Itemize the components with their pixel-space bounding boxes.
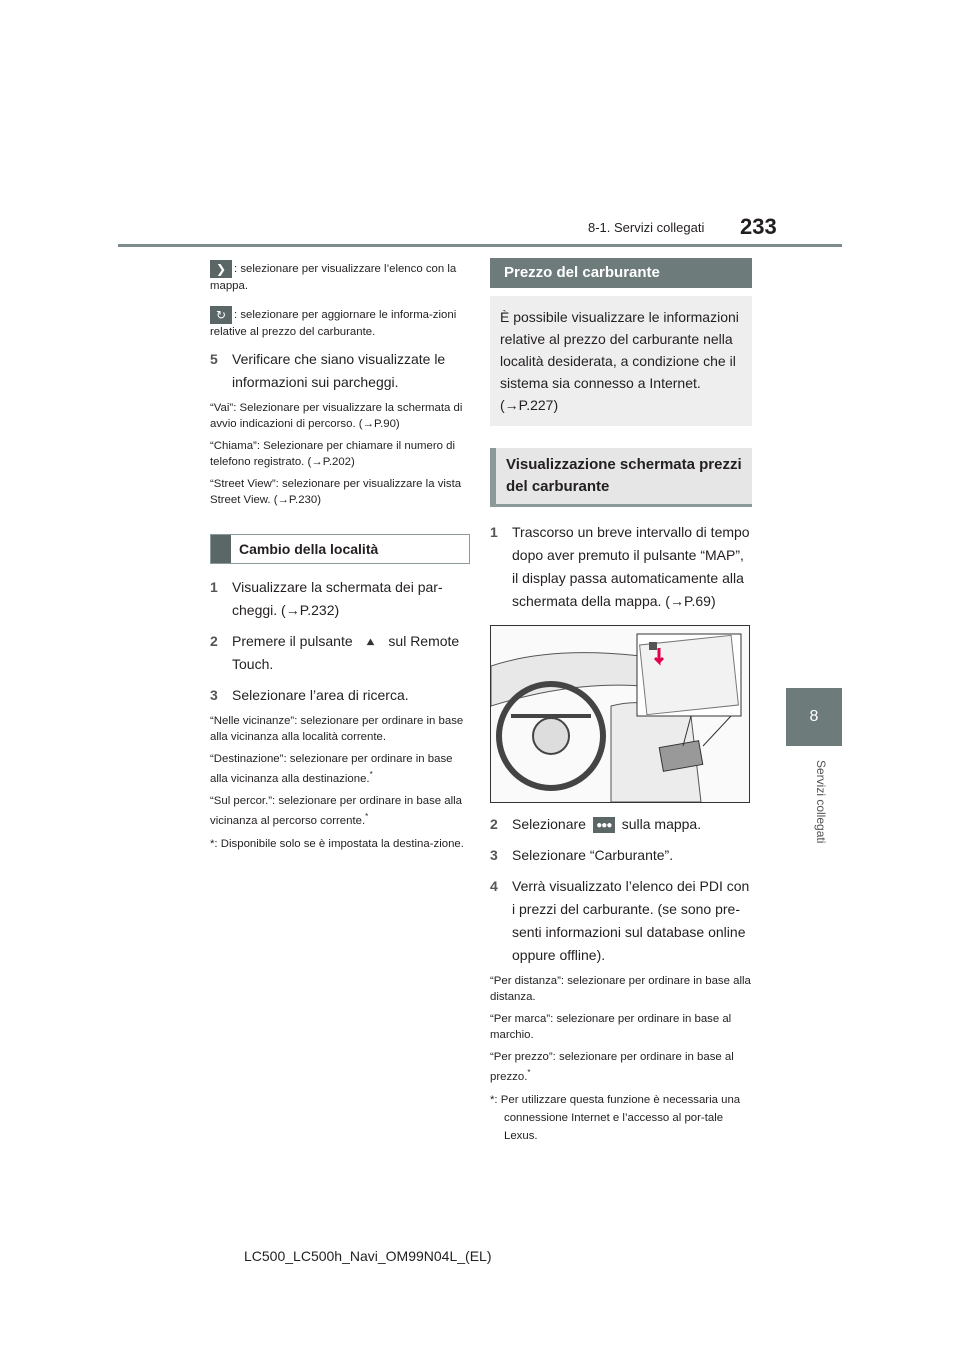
option-percorso-text: “Sul percor.”: selezionare per ordinare in base alla vicinanza al percorso corrente. (210, 794, 462, 827)
more-dots-icon: ●●● (593, 817, 615, 833)
step-number: 2 (490, 816, 498, 832)
footnote-mark: *: (210, 837, 218, 850)
option-distanza: “Per distanza”: selezionare per ordinare in base alla distanza. (490, 975, 751, 1003)
option-vai: “Vai”: Selezionare per visualizzare la schermata di avvio indicazioni di percorso. (→P.90) (210, 402, 463, 430)
step-5 (210, 348, 470, 394)
option-chiama: “Chiama”: Selezionare per chiamare il numero di telefono registrato. (→P.202) (210, 440, 456, 468)
heading-text: Cambio della località (239, 541, 379, 557)
heading-bar (211, 535, 231, 563)
step-text: Trascorso un breve intervallo di tempo dopo aver premuto il pulsante “MAP”, il display passa automaticamente alla schermata della mappa. (→P.69) (512, 524, 750, 609)
step-2 (210, 630, 470, 676)
option-vicinanze: “Nelle vicinanze”: selezionare per ordinare in base alla vicinanza alla località corrente. (210, 715, 464, 743)
icon-desc-refresh (210, 306, 470, 340)
step-3 (490, 844, 752, 867)
header-section-title: 8-1. Servizi collegati (588, 220, 705, 235)
step-number: 3 (490, 847, 498, 863)
double-chevron-up-icon: ⯅ (360, 633, 382, 651)
refresh-icon: ↻ (210, 306, 232, 324)
footnote-left (210, 835, 470, 853)
dashboard-drawing (491, 626, 749, 802)
option-street-view: “Street View”: selezionare per visualizzare la vista Street View. (→P.230) (210, 478, 462, 506)
chapter-tab: 8 (786, 688, 842, 746)
step-text: Selezionare l’area di ricerca. (232, 687, 409, 703)
chapter-label: Servizi collegati (814, 760, 828, 844)
icon-desc-list (210, 260, 470, 294)
option-marca: “Per marca”: selezionare per ordinare in base al marchio. (490, 1013, 732, 1041)
info-box: È possibile visualizzare le informazioni relative al prezzo del carburante nella località desiderata, a condizione che il sistema sia connesso a Internet. (→P.227) (490, 296, 752, 426)
header-rule (118, 244, 842, 247)
step-text: Visualizzare la schermata dei par-cheggi. (→P.232) (232, 579, 443, 618)
step-number: 2 (210, 633, 218, 649)
step-1 (210, 576, 470, 622)
heading-cambio-localita (210, 534, 470, 564)
chapter-side-label (770, 760, 858, 890)
option-percorso: “Sul percor.”: selezionare per ordinare in base alla vicinanza al percorso corrente.* (210, 794, 462, 827)
footnote-text: Per utilizzare questa funzione è necessaria una connessione Internet e l’accesso al por-tale Lexus. (500, 1093, 741, 1142)
option-destinazione: “Destinazione”: selezionare per ordinare in base alla vicinanza alla destinazione.* (210, 753, 453, 785)
step-text-b: sulla mappa. (621, 816, 702, 832)
step-number: 4 (490, 878, 498, 894)
icon-desc-list-text: : selezionare per visualizzare l’elenco con la mappa. (210, 263, 457, 292)
left-column (210, 260, 470, 853)
footnote-text: Disponibile solo se è impostata la destina-zione. (220, 837, 464, 850)
step-4 (490, 875, 752, 967)
icon-desc-refresh-text: : selezionare per aggiornare le informa-zioni relative al prezzo del carburante. (210, 309, 457, 338)
step-text-a: Premere il pulsante (232, 633, 353, 649)
step-number: 1 (210, 579, 218, 595)
step-text (232, 630, 470, 676)
step-number: 3 (210, 687, 218, 703)
footnote-right (490, 1091, 752, 1145)
step-3 (210, 684, 470, 707)
option-prezzo-text: “Per prezzo”: selezionare per ordinare in base al prezzo. (490, 1051, 734, 1083)
step-text: Verrà visualizzato l’elenco dei PDI con i prezzi del carburante. (se sono pre-senti informazioni sul database online oppure offline). (512, 878, 750, 963)
step-2 (490, 813, 752, 836)
step-text: Verificare che siano visualizzate le informazioni sui parcheggi. (232, 351, 446, 390)
step-text-a: Selezionare (512, 816, 586, 832)
step-1 (490, 521, 752, 613)
heading-prezzo-carburante: Prezzo del carburante (490, 258, 752, 288)
option-prezzo: “Per prezzo”: selezionare per ordinare in base al prezzo.* (490, 1051, 734, 1083)
heading-visualizzazione (490, 448, 752, 507)
step-text: Selezionare “Carburante”. (512, 847, 674, 863)
chevron-right-icon: ❯ (210, 260, 232, 278)
step-number: 1 (490, 524, 498, 540)
step-text (512, 813, 701, 836)
heading-text: Visualizzazione schermata prezzi del carburante (506, 456, 742, 495)
step-number: 5 (210, 351, 218, 367)
step-text-b: sul Remote Touch. (232, 633, 460, 672)
footnote-mark: *: (490, 1093, 498, 1106)
footer-code-text: LC500_LC500h_Navi_OM99N04L_(EL) (244, 1248, 492, 1264)
page-number: 233 (740, 214, 777, 239)
dashboard-illustration (490, 625, 750, 803)
option-destinazione-text: “Destinazione”: selezionare per ordinare in base alla vicinanza alla destinazione. (210, 753, 453, 785)
right-column (490, 258, 752, 1145)
